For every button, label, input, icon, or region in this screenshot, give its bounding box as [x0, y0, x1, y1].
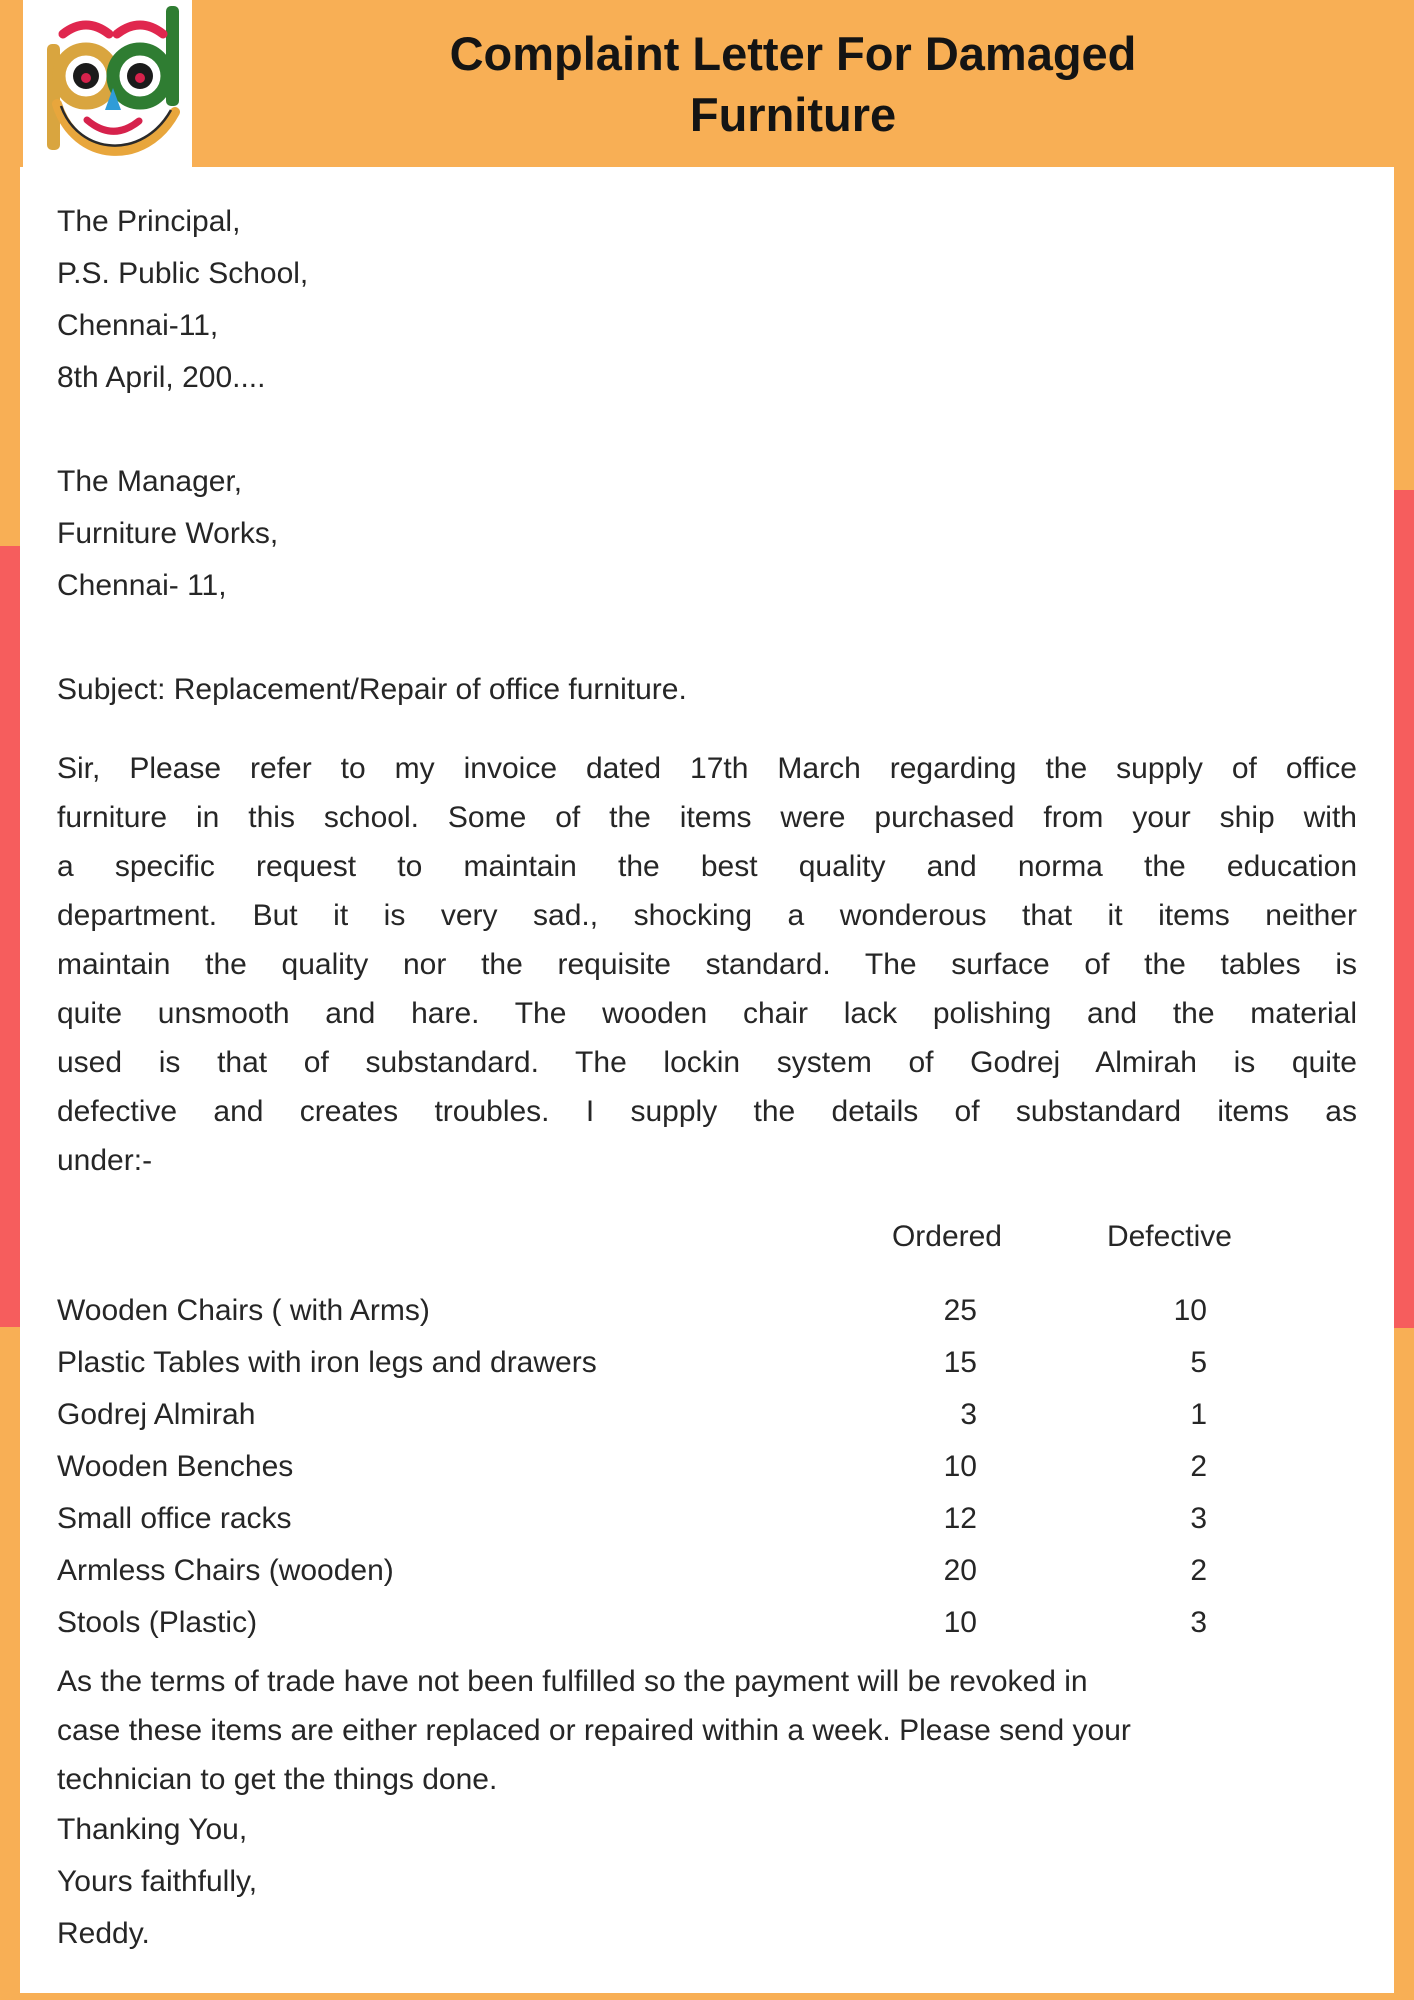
address-line: 8th April, 200....	[57, 361, 266, 394]
subject-line: Subject: Replacement/Repair of office furniture.	[57, 673, 687, 706]
table-header-row	[57, 1211, 1232, 1263]
closing-line: technician to get the things done.	[57, 1763, 498, 1796]
address-line: The Manager,	[57, 465, 243, 498]
body-last-line: under:-	[57, 1144, 153, 1177]
table-cell-ordered: 10	[943, 1450, 977, 1483]
signature-line: Reddy.	[57, 1917, 150, 1950]
signature-line: Yours faithfully,	[57, 1865, 258, 1898]
address-line: Chennai- 11,	[57, 569, 227, 602]
table-cell-ordered: 10	[943, 1606, 977, 1639]
table-cell-ordered: 25	[943, 1294, 977, 1327]
table-cell-defective: 2	[1190, 1450, 1207, 1483]
table-cell-item: Stools (Plastic)	[57, 1606, 258, 1639]
address-line: P.S. Public School,	[57, 257, 309, 290]
address-line: Furniture Works,	[57, 517, 279, 550]
table-cell-item: Plastic Tables with iron legs and drawers	[57, 1346, 597, 1379]
closing-line: As the terms of trade have not been fulfilled so the payment will be revoked in	[57, 1665, 1088, 1698]
page-title-line1: Complaint Letter For Damaged	[449, 26, 1137, 80]
body-line: maintain the quality nor the requisite standard. The surface of the tables is	[57, 948, 1357, 981]
table-cell-ordered: 12	[943, 1502, 977, 1535]
red-accent-right	[1394, 490, 1414, 1328]
table-cell-defective: 5	[1190, 1346, 1207, 1379]
table-cell-defective: 3	[1190, 1502, 1207, 1535]
table-row	[57, 1389, 1207, 1441]
table-cell-defective: 10	[1173, 1294, 1207, 1327]
table-row	[57, 1337, 1207, 1389]
bottom-border-band	[0, 1993, 1414, 2000]
letter-body	[57, 0, 1357, 1960]
body-line: department. But it is very sad., shocking a wonderous that it items neither	[57, 899, 1357, 932]
closing-paragraph	[57, 1657, 1357, 1804]
recipient-address-block	[57, 456, 1357, 612]
side-border-left	[0, 0, 20, 2000]
table-cell-ordered: 20	[943, 1554, 977, 1587]
table-row	[57, 1285, 1207, 1337]
table-header-defective: Defective	[1106, 1220, 1232, 1253]
body-paragraph	[57, 744, 1357, 1185]
table-header-item	[57, 1211, 767, 1263]
table-cell-defective: 2	[1190, 1554, 1207, 1587]
sender-address-block	[57, 196, 1357, 404]
address-line: Chennai-11,	[57, 309, 219, 342]
items-table	[57, 1211, 1232, 1649]
table-cell-ordered: 3	[960, 1398, 977, 1431]
table-row	[57, 1545, 1207, 1597]
table-cell-item: Small office racks	[57, 1502, 292, 1535]
table-row	[57, 1441, 1207, 1493]
signature-block	[57, 1804, 1357, 1960]
body-line: used is that of substandard. The lockin system of Godrej Almirah is quite	[57, 1046, 1357, 1079]
table-cell-ordered: 15	[943, 1346, 977, 1379]
address-line: The Principal,	[57, 205, 241, 238]
side-border-right	[1394, 0, 1414, 2000]
table-cell-item: Godrej Almirah	[57, 1398, 256, 1431]
body-line: a specific request to maintain the best quality and norma the education	[57, 850, 1357, 883]
closing-line: case these items are either replaced or repaired within a week. Please send your	[57, 1714, 1131, 1747]
table-cell-defective: 3	[1190, 1606, 1207, 1639]
body-line: furniture in this school. Some of the items were purchased from your ship with	[57, 801, 1357, 834]
table-row	[57, 1597, 1207, 1649]
table-row	[57, 1493, 1207, 1545]
red-accent-left	[0, 546, 20, 1327]
body-line: Sir, Please refer to my invoice dated 17th March regarding the supply of office	[57, 752, 1357, 785]
table-header-ordered: Ordered	[891, 1220, 1002, 1253]
table-cell-item: Armless Chairs (wooden)	[57, 1554, 394, 1587]
table-cell-defective: 1	[1190, 1398, 1207, 1431]
table-rows	[57, 1285, 1207, 1649]
table-cell-item: Wooden Benches	[57, 1450, 294, 1483]
signature-line: Thanking You,	[57, 1813, 248, 1846]
page-title-line2: Furniture	[689, 87, 897, 141]
table-cell-item: Wooden Chairs ( with Arms)	[57, 1294, 430, 1327]
body-line: defective and creates troubles. I supply the details of substandard items as	[57, 1095, 1357, 1128]
body-line: quite unsmooth and hare. The wooden chair lack polishing and the material	[57, 997, 1357, 1030]
